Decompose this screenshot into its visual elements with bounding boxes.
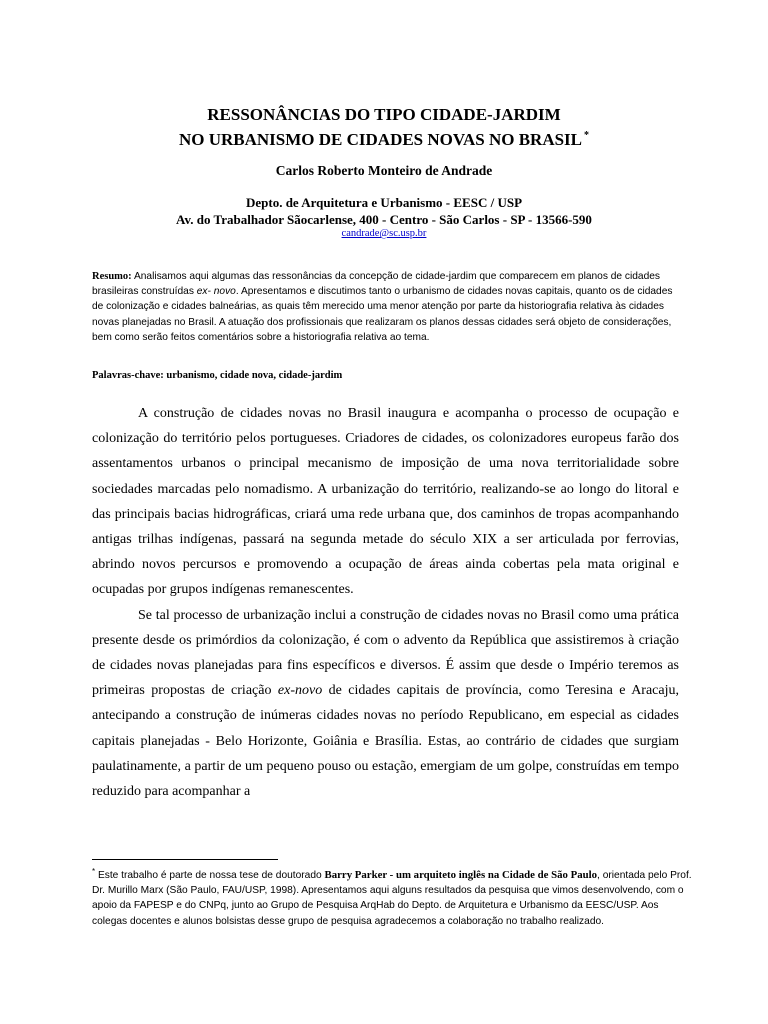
abstract-text-1: Analisamos aqui algumas das ressonâncias da concepção de cidade-jardim que comparecem em planos de cidades brasileiras construídas	[92, 271, 661, 298]
title-line-2-text: NO URBANISMO DE CIDADES NOVAS NO BRASIL	[178, 130, 583, 149]
affiliation-department: Depto. de Arquitetura e Urbanismo - EESC / USP	[245, 195, 523, 210]
body-paragraph-2	[92, 603, 679, 805]
title-line-1: RESSONÂNCIAS DO TIPO CIDADE-JARDIM	[207, 105, 561, 124]
footnote-text-1: Este trabalho é parte de nossa tese de doutorado	[95, 870, 325, 881]
abstract-text-2: . Apresentamos e discutimos tanto o urbanismo de cidades novas capitais, quanto os de cidades de colonização e cidades balneárias, as quais têm merecido uma menor atenção por parte da historiografia relativa às cidades novas planejadas no Brasil. A atuação dos profissionais que realizaram os planos dessas cidades será objeto de considerações, bem como serão feitos comentários sobre a historiografia relativa ao tema.	[92, 286, 673, 343]
abstract-label: Resumo:	[92, 271, 132, 282]
abstract-italic-term: ex- novo	[196, 286, 236, 298]
author-email-link[interactable]: candrade@sc.usp.br	[341, 228, 427, 239]
abstract	[92, 269, 682, 345]
body-paragraph-2-text-2: de cidades capitais de província, como Teresina e Aracaju, antecipando a construção de inúmeras cidades novas no período Republicano, em especial as cidades capitais planejadas - Belo Horizonte, Goiânia e Brasília. Estas, ao contrário de cidades que surgiam paulatinamente, a partir de um pequeno pouso ou estação, emergiam de um golpe, construídas em tempo reduzido para acompanhar a	[92, 683, 679, 800]
body-paragraph-2-italic: ex-novo	[277, 683, 323, 699]
body-text	[92, 401, 679, 804]
footnote-mark: *	[92, 867, 96, 876]
title-line-2	[0, 125, 768, 150]
footnote-text-2: , orientada pelo Prof. Dr. Murillo Marx (São Paulo, FAU/USP, 1998). Apresentamos aqui alguns resultados da pesquisa que vimos desenvolvendo, com o apoio da FAPESP e do CNPq, junto ao Grupo de Pesquisa ArqHab do Depto. de Arquitetura e Urbanismo da EESC/USP. Aos colegas docentes e alunos bolsistas desse grupo de pesquisa agradecemos a colaboração no trabalho realizado.	[92, 870, 692, 927]
body-paragraph-2-text-1: Se tal processo de urbanização inclui a construção de cidades novas no Brasil como uma prática presente desde os primórdios da colonização, é com o advento da República que assistiremos à criação de cidades novas planejadas para fins específicos e diversos. É assim que desde o Império teremos as primeiras propostas de criação	[92, 607, 679, 699]
footnote-bold-title: Barry Parker - um arquiteto inglês na Cidade de São Paulo	[324, 869, 598, 881]
affiliation-address: Av. do Trabalhador Sãocarlense, 400 - Centro - São Carlos - SP - 13566-590	[176, 212, 592, 227]
paper-title	[0, 104, 768, 150]
author-name: Carlos Roberto Monteiro de Andrade	[275, 163, 493, 178]
affiliation	[0, 194, 768, 228]
author-email-line	[0, 228, 768, 239]
footnote-divider	[92, 859, 278, 860]
title-footnote-mark[interactable]: *	[584, 130, 590, 141]
body-paragraph-1: A construção de cidades novas no Brasil inaugura e acompanha o processo de ocupação e colonização do território pelos portugueses. Criadores de cidades, os colonizadores europeus farão dos assentamentos urbanos o principal mecanismo de imposição de uma nova territorialidade sobre sociedades marcadas pelo nomadismo. A urbanização do território, realizando-se ao longo do litoral e das principais bacias hidrográficas, criará uma rede urbana que, dos caminhos de tropas acompanhando antigas trilhas indígenas, passará na segunda metade do século XIX a ser articulada por ferrovias, abrindo novos percursos e promovendo a ocupação de áreas ainda cobertas pela mata original e ocupadas por grupos indígenas remanescentes.	[92, 406, 679, 598]
footnote	[92, 864, 692, 929]
keywords: Palavras-chave: urbanismo, cidade nova, cidade-jardim	[92, 370, 343, 381]
